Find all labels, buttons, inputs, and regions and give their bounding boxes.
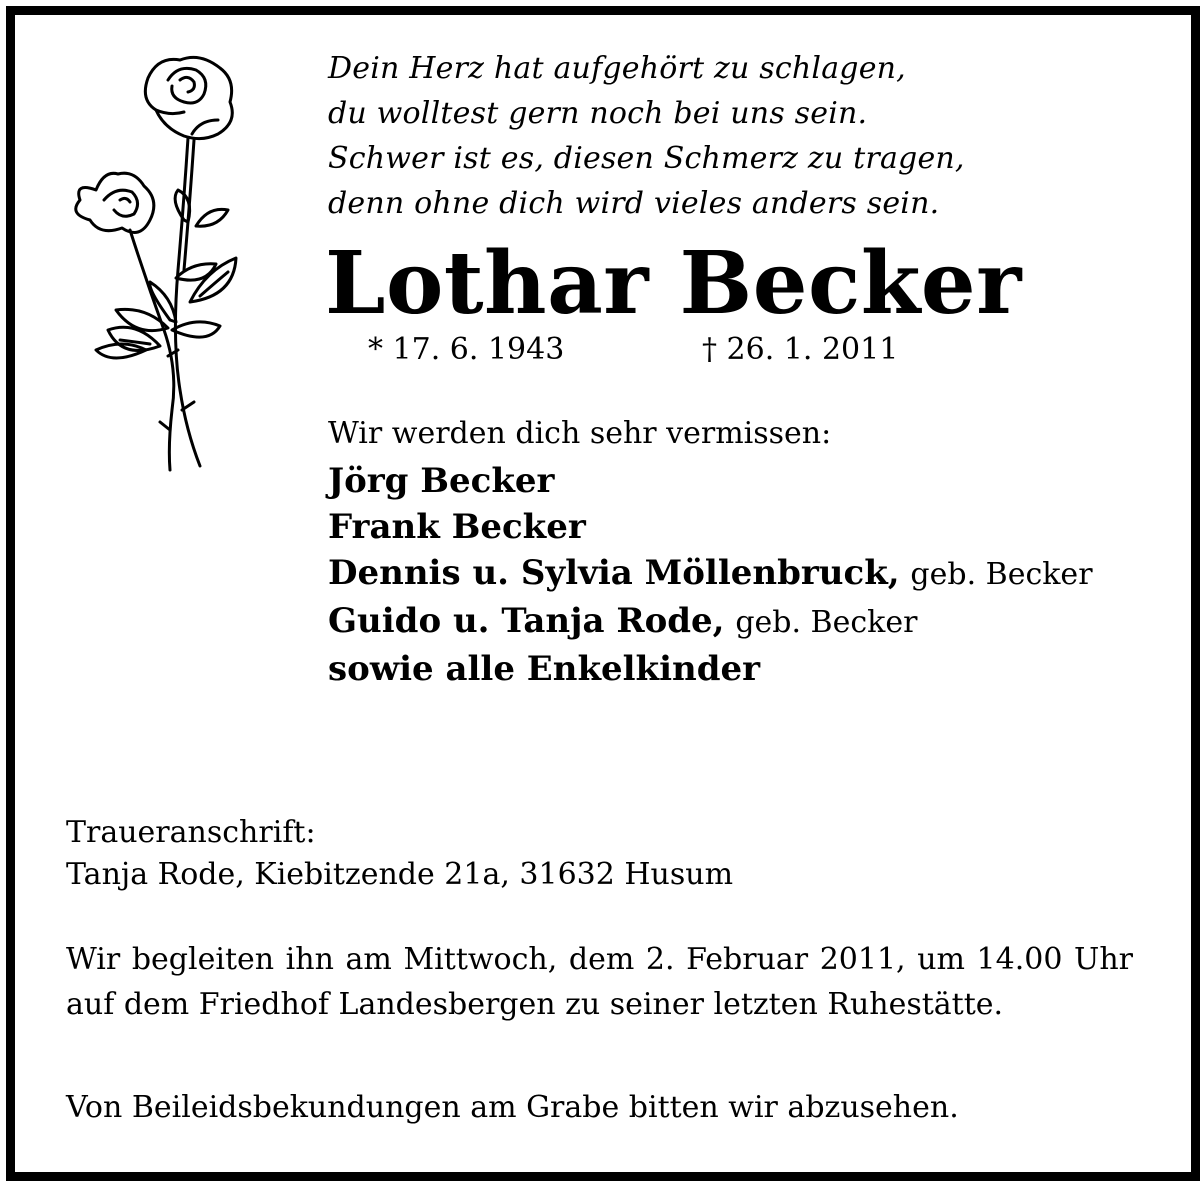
death-date: † 26. 1. 2011 [702,332,899,367]
mourner-row [328,598,1093,646]
address-value: Tanja Rode, Kiebitzende 21a, 31632 Husum [66,857,734,892]
mourner-row [328,458,1093,504]
closing-note: Von Beileidsbekundungen am Grabe bitten wir abzusehen. [66,1090,959,1125]
mourner-name: Dennis u. Sylvia Möllenbruck, [328,553,900,593]
poem-line: denn ohne dich wird vieles anders sein. [328,186,940,221]
mourners-list [328,458,1093,692]
mourner-maiden-name: geb. Becker [735,605,918,640]
poem-line: Dein Herz hat aufgehört zu schlagen, [328,51,906,86]
mourner-name: Guido u. Tanja Rode, [328,601,725,641]
mourner-name: Jörg Becker [328,461,555,501]
address-label: Traueranschrift: [66,815,316,850]
mourner-row [328,646,1093,692]
mourners-intro: Wir werden dich sehr vermissen: [328,416,832,451]
memorial-poem [328,46,965,226]
birth-date: * 17. 6. 1943 [368,332,565,367]
rose-illustration-icon [60,50,260,480]
deceased-name: Lothar Becker [325,233,1022,334]
poem-line: du wolltest gern noch bei uns sein. [328,96,868,131]
poem-line: Schwer ist es, diesen Schmerz zu tragen, [328,141,965,176]
mourner-row [328,550,1093,598]
funeral-info: Wir begleiten ihn am Mittwoch, dem 2. Februar 2011, um 14.00 Uhr auf dem Friedhof Landesbergen zu seiner letzten Ruhestätte. [66,942,1133,1022]
mourner-maiden-name: geb. Becker [910,557,1093,592]
mourner-name: sowie alle Enkelkinder [328,649,761,689]
mourning-address [66,812,733,896]
mourner-row [328,504,1093,550]
mourner-name: Frank Becker [328,507,586,547]
